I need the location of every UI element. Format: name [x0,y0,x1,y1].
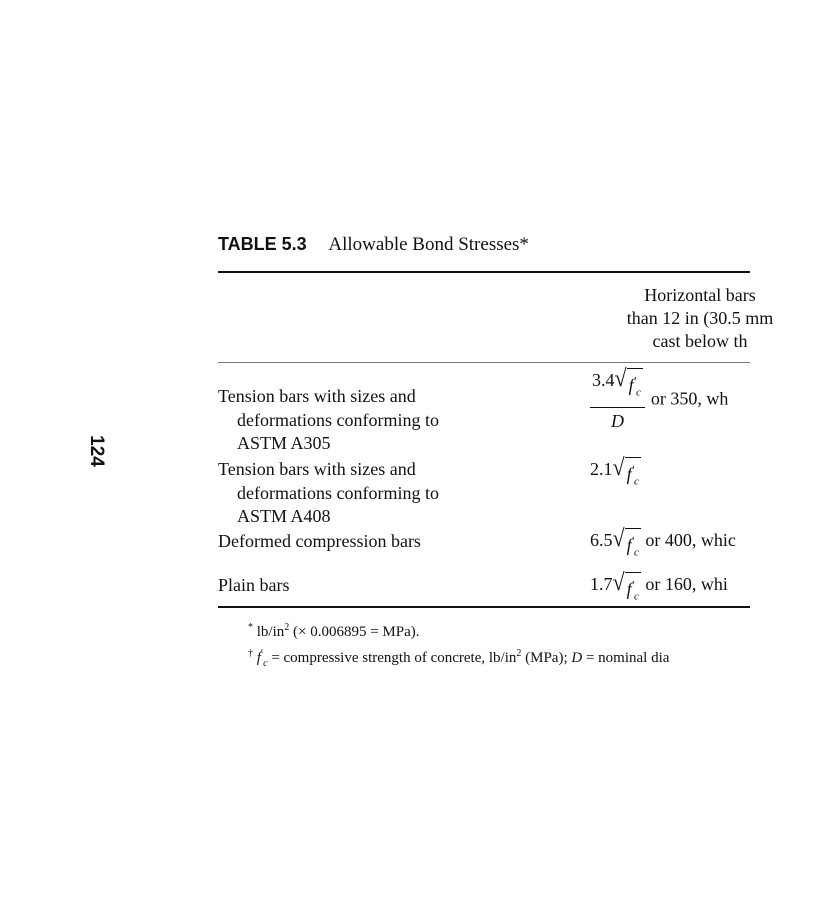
table-title: Allowable Bond Stresses* [328,234,529,255]
column-header [580,284,820,353]
row-value-a408: 2.1 √ $f'_c$ [590,457,641,494]
table-caption [218,234,529,256]
footnote-dagger: † $f'_c$ = compressive strength of concrete, $lb/in^2$ (MPa); D = nominal dia [248,648,670,669]
footnote-star: * $lb/in^2$ (× 0.006895 = MPa). [248,622,420,640]
column-header-line: cast below th [652,331,748,351]
column-header-line: than 12 in (30.5 mm [626,308,774,328]
row-label-a305: Tension bars with sizes and deformations conforming to ASTM A305 [218,386,439,453]
table-label: TABLE 5.3 [218,234,307,254]
row-label-a408: Tension bars with sizes and deformations conforming to ASTM A408 [218,459,439,526]
column-header-line: Horizontal bars [644,285,756,305]
row-label-plain: Plain bars [218,575,290,595]
table-top-rule [218,271,750,273]
table-bottom-rule [218,606,750,608]
row-value-plain: 1.7 √ $f'_c$ or 160, whi [590,572,728,609]
row-label-compression: Deformed compression bars [218,531,421,551]
row-value-a305: 3.4 √ $f'_c$ D or 350, wh [592,363,729,431]
fraction: 3.4 √ $f'_c$ D [590,368,645,433]
page-number: 124 [85,435,107,467]
footnotes [248,617,669,674]
header-rule [218,362,750,363]
row-value-compression: 6.5 √ $f'_c$ or 400, whic [590,528,736,565]
